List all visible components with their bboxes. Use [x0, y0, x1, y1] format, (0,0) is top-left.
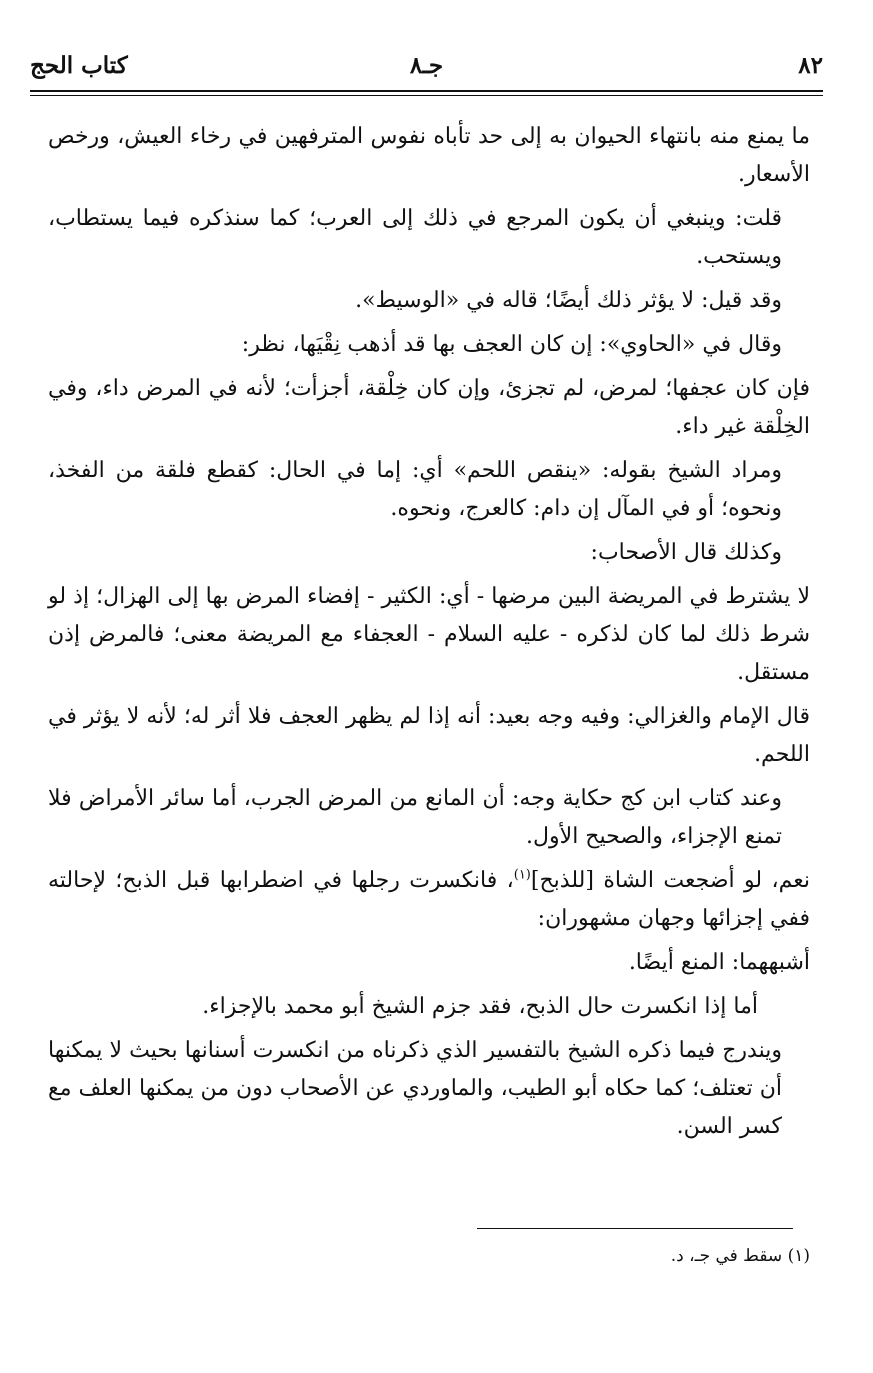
paragraph: وقد قيل: لا يؤثر ذلك أيضًا؛ قاله في «الوسيط». — [355, 288, 782, 313]
paragraph: وقال في «الحاوي»: إن كان العجف بها قد أذهب نِقْيَها، نظر: — [241, 332, 782, 357]
header-rule — [30, 90, 823, 92]
volume-label: جـ٨ — [409, 52, 444, 79]
paragraph-text: ، فانكسرت رجلها في اضطرابها قبل الذبح؛ لإحالته ففي إجزائها وجهان مشهوران: — [48, 868, 810, 931]
footnote-text: سقط في جـ، د. — [670, 1246, 783, 1266]
paragraph: قلت: وينبغي أن يكون المرجع في ذلك إلى العرب؛ كما سنذكره فيما يستطاب، ويستحب. — [48, 206, 782, 269]
footnote-mark: (١) — [787, 1246, 810, 1266]
paragraph: أشبههما: المنع أيضًا. — [628, 950, 810, 975]
page-number: ٨٢ — [798, 52, 823, 79]
running-header — [30, 52, 823, 92]
header-rule-thin — [30, 95, 823, 96]
main-text — [48, 118, 810, 1152]
paragraph: ومراد الشيخ بقوله: «ينقص اللحم» أي: إما في الحال: كقطع فلقة من الفخذ، ونحوه؛ أو في المآل إن دام: كالعرج، ونحوه. — [48, 458, 782, 521]
paragraph: قال الإمام والغزالي: وفيه وجه بعيد: أنه إذا لم يظهر العجف فلا أثر له؛ لأنه لا يؤثر في اللحم. — [48, 704, 810, 767]
paragraph: أما إذا انكسرت حال الذبح، فقد جزم الشيخ أبو محمد بالإجزاء. — [202, 994, 758, 1019]
paragraph — [48, 862, 810, 938]
paragraph: وكذلك قال الأصحاب: — [590, 540, 782, 565]
paragraph-text: نعم، لو أضجعت الشاة [للذبح] — [530, 868, 810, 893]
paragraph: لا يشترط في المريضة البين مرضها - أي: الكثير - إفضاء المرض بها إلى الهزال؛ إذ لو شرط ذلك لما كان لذكره - عليه السلام - العجفاء مع المريضة معنى؛ فالمرض إذن مستقل. — [48, 584, 810, 685]
paragraph: ويندرج فيما ذكره الشيخ بالتفسير الذي ذكرناه من انكسرت أسنانها بحيث لا يمكنها أن تعتلف؛ كما حكاه أبو الطيب، والماوردي عن الأصحاب دون من يمكنها العلف مع كسر السن. — [48, 1038, 782, 1139]
footnote-separator — [477, 1228, 793, 1229]
paragraph: ما يمنع منه بانتهاء الحيوان به إلى حد تأباه نفوس المترفهين في رخاء العيش، ورخص الأسعار. — [48, 124, 810, 187]
paragraph: فإن كان عجفها؛ لمرض، لم تجزئ، وإن كان خِلْقة، أجزأت؛ لأنه في المرض داء، وفي الخِلْقة غير داء. — [48, 376, 810, 439]
book-title: كتاب الحج — [30, 52, 128, 79]
paragraph: وعند كتاب ابن كج حكاية وجه: أن المانع من المرض الجرب، أما سائر الأمراض فلا تمنع الإجزاء، والصحيح الأول. — [48, 786, 782, 849]
footnote — [671, 1244, 810, 1268]
footnote-reference[interactable]: (١) — [513, 867, 531, 883]
